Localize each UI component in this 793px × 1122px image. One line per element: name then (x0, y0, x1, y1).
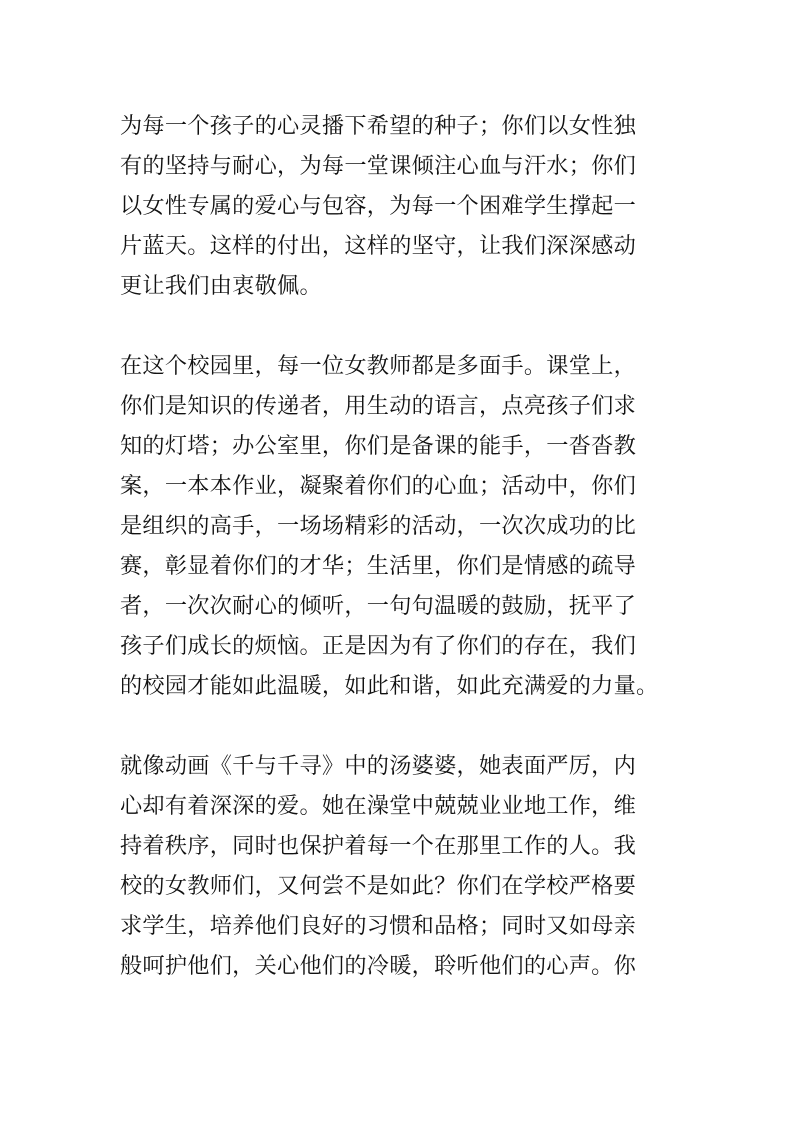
text-line: 知的灯塔；办公室里，你们是备课的能手，一沓沓教 (120, 433, 637, 459)
paragraph-3 (120, 746, 682, 986)
text-line: 你们是知识的传递者，用生动的语言，点亮孩子们求 (120, 393, 637, 419)
text-line: 案，一本本作业，凝聚着你们的心血；活动中，你们 (120, 473, 637, 499)
text-line: 求学生，培养他们良好的习惯和品格；同时又如母亲 (120, 913, 637, 939)
paragraph-1 (120, 106, 682, 306)
text-line: 在这个校园里，每一位女教师都是多面手。课堂上， (120, 353, 637, 379)
document-body (120, 106, 682, 1026)
text-line: 为每一个孩子的心灵播下希望的种子；你们以女性独 (120, 113, 637, 139)
text-line: 般呵护他们，关心他们的冷暖，聆听他们的心声。你 (120, 953, 637, 979)
text-line: 以女性专属的爱心与包容，为每一个困难学生撑起一 (120, 193, 637, 219)
text-line: 片蓝天。这样的付出，这样的坚守，让我们深深感动 (120, 233, 637, 259)
text-line: 孩子们成长的烦恼。正是因为有了你们的存在，我们 (120, 633, 637, 659)
text-line: 赛，彰显着你们的才华；生活里，你们是情感的疏导 (120, 553, 637, 579)
text-line: 有的坚持与耐心，为每一堂课倾注心血与汗水；你们 (120, 153, 637, 179)
text-line: 校的女教师们，又何尝不是如此？你们在学校严格要 (120, 873, 637, 899)
text-line: 更让我们由衷敬佩。 (120, 273, 322, 299)
text-line: 心却有着深深的爱。她在澡堂中兢兢业业地工作，维 (120, 793, 637, 819)
text-line: 是组织的高手，一场场精彩的活动，一次次成功的比 (120, 513, 637, 539)
text-line: 者，一次次耐心的倾听，一句句温暖的鼓励，抚平了 (120, 593, 637, 619)
text-line: 的校园才能如此温暖，如此和谐，如此充满爱的力量。 (120, 673, 659, 699)
paragraph-2 (120, 346, 682, 706)
text-line: 就像动画《千与千寻》中的汤婆婆，她表面严厉，内 (120, 753, 637, 779)
text-line: 持着秩序，同时也保护着每一个在那里工作的人。我 (120, 833, 637, 859)
